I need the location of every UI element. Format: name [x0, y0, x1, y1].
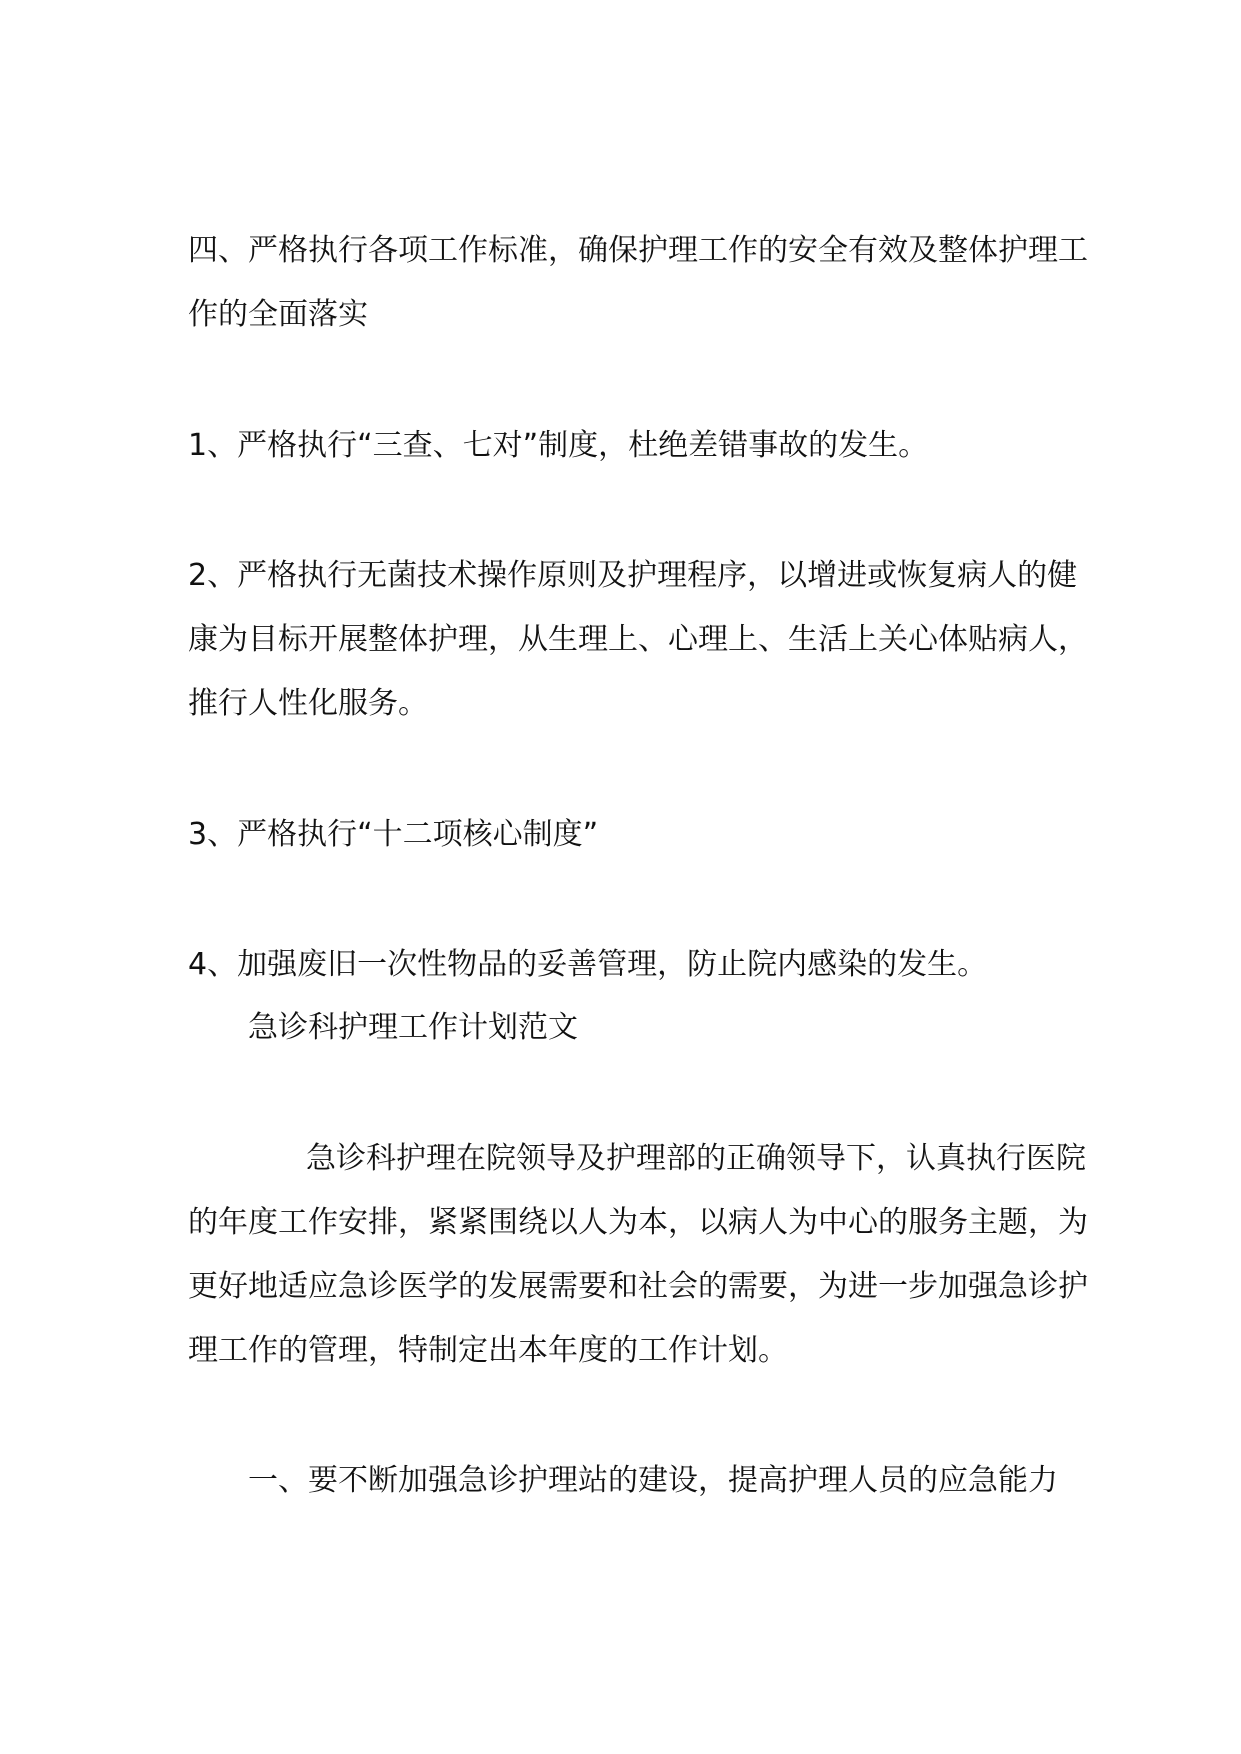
intro-line3: 更好地适应急诊医学的发展需要和社会的需要，为进一步加强急诊护	[188, 1269, 1088, 1304]
section-four-heading-line2: 作的全面落实	[188, 297, 368, 332]
intro-line4: 理工作的管理，特制定出本年度的工作计划。	[188, 1333, 788, 1368]
document-title: 急诊科护理工作计划范文	[248, 1010, 578, 1045]
intro-line1: 急诊科护理在院领导及护理部的正确领导下，认真执行医院	[306, 1141, 1086, 1176]
item-2-line1: 2、严格执行无菌技术操作原则及护理程序，以增进或恢复病人的健	[188, 558, 1078, 593]
item-2-line2: 康为目标开展整体护理，从生理上、心理上、生活上关心体贴病人，	[188, 622, 1088, 657]
item-3-line1: 3、严格执行“十二项核心制度”	[188, 817, 599, 852]
intro-line2: 的年度工作安排，紧紧围绕以人为本，以病人为中心的服务主题，为	[188, 1205, 1088, 1240]
item-4-line1: 4、加强废旧一次性物品的妥善管理，防止院内感染的发生。	[188, 947, 988, 982]
section-four-heading-line1: 四、严格执行各项工作标准，确保护理工作的安全有效及整体护理工	[188, 233, 1088, 268]
item-1-line1: 1、严格执行“三查、七对”制度，杜绝差错事故的发生。	[188, 428, 929, 463]
section-one-heading: 一、要不断加强急诊护理站的建设，提高护理人员的应急能力	[248, 1463, 1058, 1498]
item-2-line3: 推行人性化服务。	[188, 686, 428, 721]
